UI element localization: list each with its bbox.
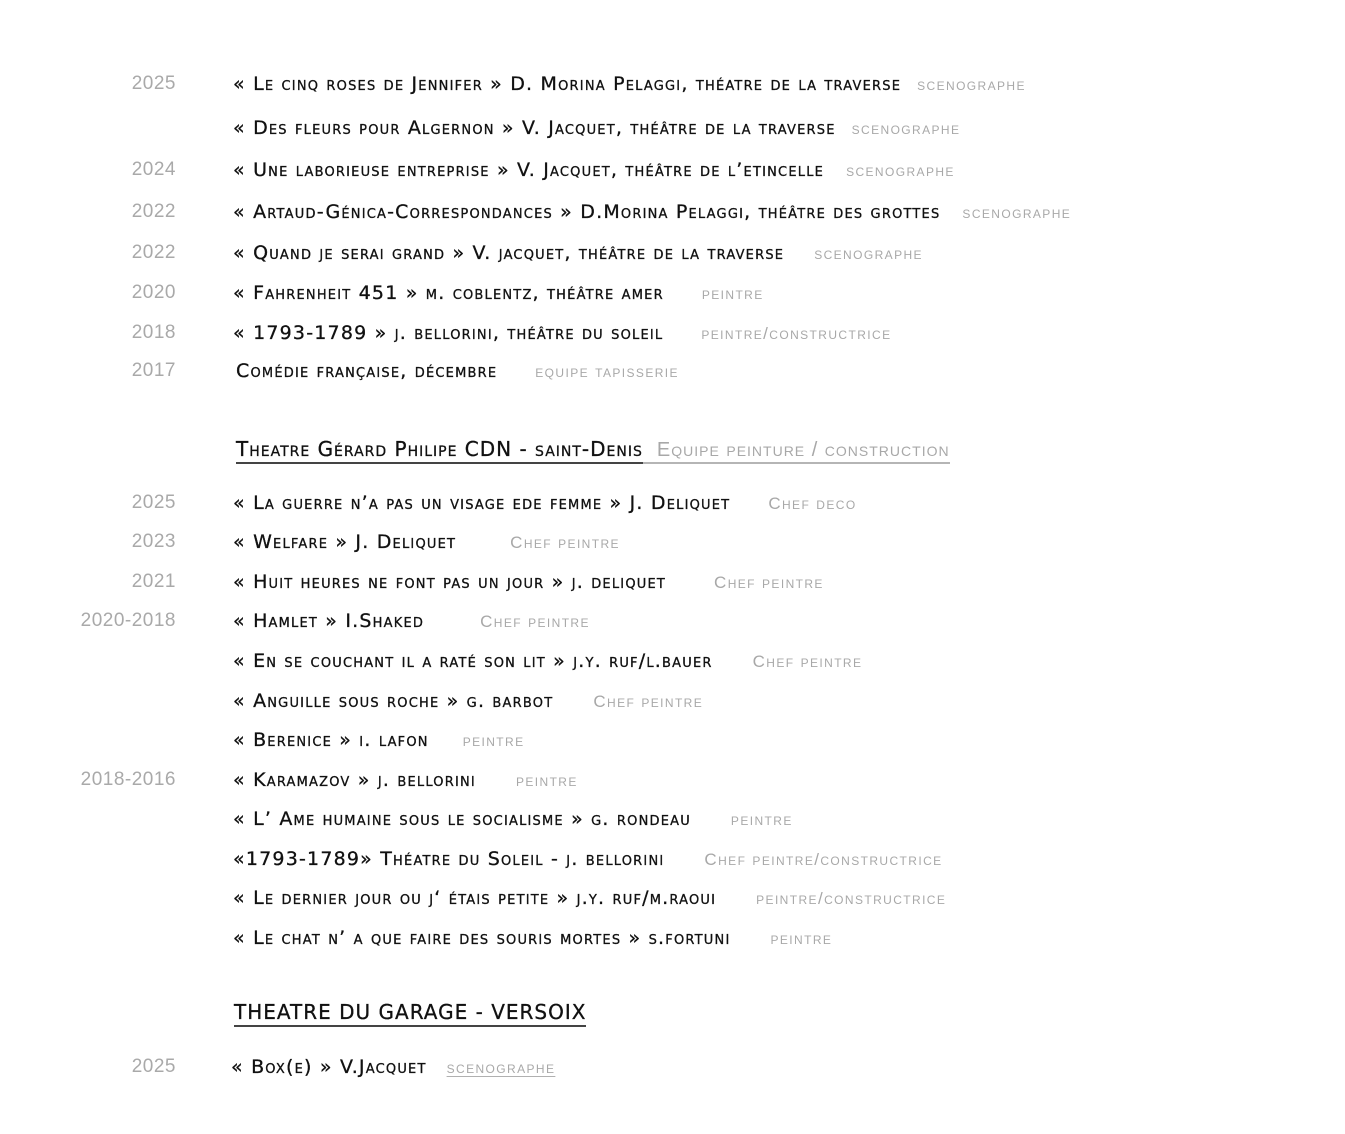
cv-entry	[0, 491, 1345, 515]
entry-role: Chef deco	[768, 494, 857, 513]
entry-title: « L’ Ame humaine sous le socialisme » g. rondeau	[233, 808, 691, 830]
entry-title: «1793-1789» Théatre du Soleil - j. bellorini	[233, 848, 665, 870]
cv-entry	[0, 570, 1345, 594]
cv-entry	[0, 281, 1345, 305]
entry-role: peintre	[770, 929, 833, 948]
entry-role: Chef peintre	[593, 692, 704, 711]
cv-entry	[0, 926, 1345, 950]
entry-year: 2022	[131, 242, 176, 263]
cv-entry	[0, 768, 1345, 792]
entry-year: 2020	[131, 282, 176, 303]
section-heading-garage	[234, 999, 586, 1028]
section-role: Equipe peinture / construction	[643, 439, 950, 464]
entry-role: peintre	[730, 810, 793, 829]
section-title: Theatre Gérard Philipe CDN - saint-Denis	[236, 437, 643, 464]
entry-title: « Box(e) » V.Jacquet	[231, 1056, 427, 1078]
entry-year: 2024	[131, 159, 176, 180]
entry-role: scenographe	[814, 244, 923, 263]
entry-year: 2017	[131, 360, 176, 381]
section-heading-tgp	[236, 436, 950, 465]
entry-year: 2023	[131, 531, 176, 552]
cv-entry	[0, 847, 1345, 871]
entry-title: « Le chat n’ a que faire des souris mortes » s.fortuni	[233, 927, 731, 949]
entry-title: « Berenice » i. lafon	[233, 729, 429, 751]
entry-role: Chef peintre	[510, 533, 620, 552]
cv-entry	[0, 609, 1345, 633]
cv-entry	[0, 1055, 1345, 1079]
entry-role: peintre/constructrice	[701, 324, 892, 343]
entry-role: peintre	[701, 284, 764, 303]
entry-title: « Quand je serai grand » V. jacquet, théâtre de la traverse	[233, 242, 785, 264]
entry-title: « Huit heures ne font pas un jour » j. deliquet	[233, 571, 667, 593]
cv-entry	[0, 72, 1345, 96]
entry-title: « Welfare » J. Deliquet	[233, 531, 457, 553]
cv-entry	[0, 886, 1345, 910]
entry-role: scenographe	[446, 1058, 556, 1077]
entry-title: « 1793-1789 » j. bellorini, théâtre du soleil	[233, 322, 664, 344]
entry-year: 2025	[131, 1056, 176, 1077]
cv-entry	[0, 728, 1345, 752]
cv-entry	[0, 200, 1345, 224]
entry-year: 2018	[131, 322, 176, 343]
entry-title: « Artaud-Génica-Correspondances » D.Morina Pelaggi, théâtre des grottes	[233, 201, 941, 223]
entry-role: scenographe	[917, 75, 1026, 94]
entry-role: peintre/constructrice	[756, 889, 947, 908]
entry-title: « Des fleurs pour Algernon » V. Jacquet, théâtre de la traverse	[233, 117, 836, 139]
entry-year: 2018-2016	[80, 769, 176, 790]
entry-title: « Le cinq roses de Jennifer » D. Morina Pelaggi, théatre de la traverse	[233, 73, 902, 95]
cv-entry	[0, 321, 1345, 345]
section-title: THEATRE DU GARAGE - VERSOIX	[234, 1000, 586, 1027]
entry-role: Chef peintre	[714, 573, 824, 592]
entry-year: 2025	[131, 73, 176, 94]
entry-role: peintre	[462, 731, 525, 750]
entry-title: « Hamlet » I.Shaked	[233, 610, 425, 632]
entry-year: 2022	[131, 201, 176, 222]
cv-entry	[0, 807, 1345, 831]
entry-year: 2021	[131, 571, 176, 592]
cv-entry	[0, 241, 1345, 265]
entry-year: 2025	[131, 492, 176, 513]
entry-title: « Le dernier jour ou j‘ étais petite » j.y. ruf/m.raoui	[233, 887, 717, 909]
entry-title: « Fahrenheit 451 » m. coblentz, théâtre amer	[233, 282, 664, 304]
entry-role: Chef peintre	[480, 612, 590, 631]
entry-role: equipe tapisserie	[535, 362, 679, 381]
entry-title: « La guerre n’a pas un visage ede femme » J. Deliquet	[233, 492, 731, 514]
entry-title: « Anguille sous roche » g. barbot	[233, 690, 554, 712]
cv-entry	[0, 649, 1345, 673]
cv-entry	[0, 116, 1345, 140]
cv-entry	[0, 530, 1345, 554]
entry-role: scenographe	[962, 203, 1072, 222]
entry-role: Chef peintre	[752, 652, 863, 671]
entry-title: Comédie française, décembre	[236, 360, 498, 382]
entry-role: scenographe	[846, 161, 955, 180]
entry-year: 2020-2018	[80, 610, 176, 631]
entry-title: « Karamazov » j. bellorini	[233, 769, 476, 791]
cv-entry	[0, 689, 1345, 713]
entry-title: « Une laborieuse entreprise » V. Jacquet, théâtre de l’etincelle	[233, 159, 825, 181]
cv-entry	[0, 158, 1345, 182]
entry-role: Chef peintre/constructrice	[704, 850, 943, 869]
entry-role: scenographe	[851, 119, 961, 138]
entry-title: « En se couchant il a raté son lit » j.y. ruf/l.bauer	[233, 650, 713, 672]
cv-entry	[0, 359, 1345, 383]
entry-role: peintre	[515, 771, 578, 790]
